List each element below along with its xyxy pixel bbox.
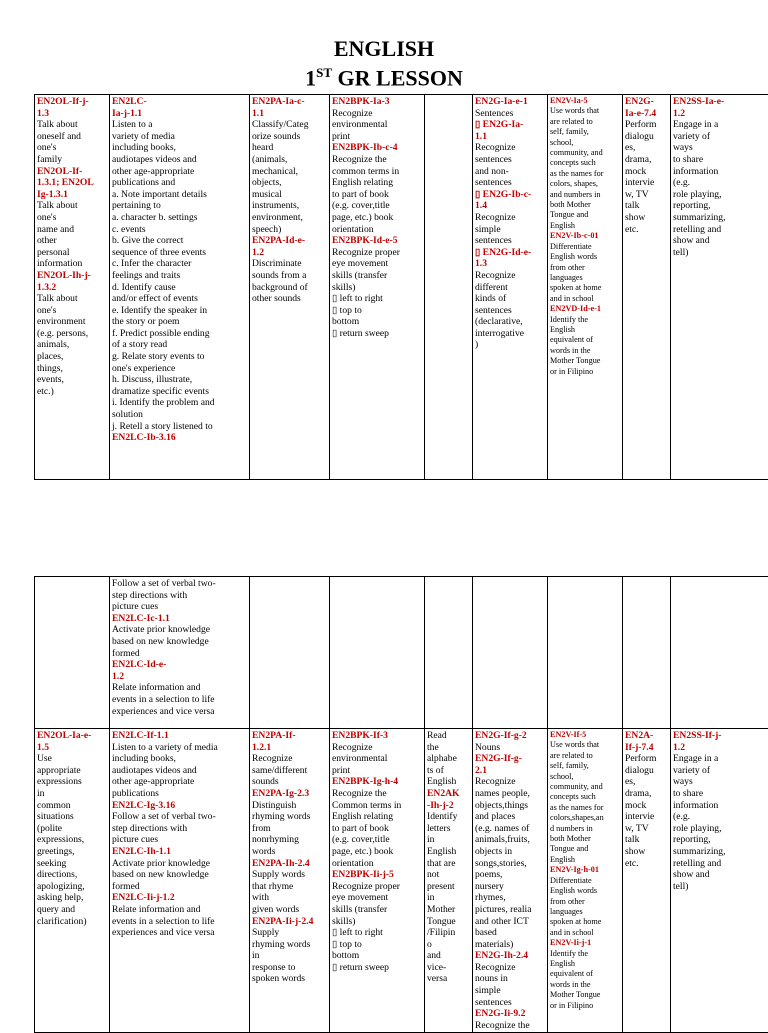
competency-code: EN2LC-Ih-1.1 [112,846,247,858]
table-cell [330,729,425,1033]
competency-code: EN2SS-If-j- 1.2 [673,730,767,753]
competency-code: EN2G-If-g-2 [475,730,545,742]
competency-code: ▯ EN2G-Ia- 1.1 [475,119,545,142]
competency-code: EN2LC-Ii-j-1.2 [112,892,247,904]
competency-text: Differentiate English words from other languages spoken at home and in school [550,242,620,304]
competency-text: Classify/Categ orize sounds heard (animals, mechanical, objects, musical instruments, environment, speech) [252,119,327,235]
competency-code: EN2G-Ia-e-1 [475,96,545,108]
competency-code: EN2LC-Id-e- 1.2 [112,659,247,682]
competency-text: Distinguish rhyming words from nonrhyming words [252,800,327,858]
competency-code: EN2G-Ii-9.2 [475,1008,545,1020]
table-cell [330,577,425,729]
competency-text: Engage in a variety of ways to share information (e.g. role playing, reporting, summarizing, retelling and show and tell) [673,753,767,892]
competency-text: Recognize environmental print [332,108,422,143]
competency-text: Identify the English equivalent of words in the Mother Tongue or in Filipino [550,315,620,377]
competency-text: Recognize proper eye movement skills (transfer skills) ▯ left to right ▯ top to bottom ▯ return sweep [332,247,422,340]
competency-text: Sentences [475,108,545,120]
competency-code: EN2BPK-Ib-c-4 [332,142,422,154]
competency-code: EN2V-Ig-h-01 [550,865,620,875]
competency-text: Differentiate English words from other languages spoken at home and in school [550,876,620,938]
table-cell [35,729,110,1033]
table-cell [35,577,110,729]
table-cell [330,95,425,480]
competency-text: Use appropriate expressions in common situations (polite expressions, greetings, seeking directions, apologizing, asking help, query and clarification) [37,753,107,927]
competency-code: ▯ EN2G-Id-e- 1.3 [475,247,545,270]
competency-text: Recognize environmental print [332,742,422,777]
competency-code: EN2PA-Ig-2.3 [252,788,327,800]
competency-text: Talk about one's name and other personal information [37,200,107,270]
competency-code: EN2PA-Ih-2.4 [252,858,327,870]
competency-text: Identify the English equivalent of words in the Mother Tongue or in Filipino [550,949,620,1011]
competency-code: EN2BPK-Ii-j-5 [332,869,422,881]
competency-text: Recognize nouns in simple sentences [475,962,545,1008]
competency-text: Identify letters in English that are not present in Mother Tongue /Filipin o and vice- versa [427,811,470,985]
table-cell [623,577,671,729]
competency-text: Use words that are related to self, family, school, community, and concepts such as the names for colors,shapes,an d numbers in both Mother Tongue and English [550,740,620,865]
competency-text: Supply rhyming words in response to spoken words [252,927,327,985]
competency-text: Recognize simple sentences [475,212,545,247]
competency-code: EN2LC-Ib-3.16 [112,432,247,444]
competency-code: EN2BPK-Ig-h-4 [332,776,422,788]
competency-text: Discriminate sounds from a background of other sounds [252,258,327,304]
table-cell [110,577,250,729]
table-cell [671,729,768,1033]
competency-code: EN2OL-Ih-j- 1.3.2 [37,270,107,293]
competency-text: Listen to a variety of media including books, audiotapes videos and other age-appropriate publications [112,742,247,800]
table-row [35,95,768,480]
competency-text: Activate prior knowledge based on new knowledge formed [112,624,247,659]
competency-code: EN2PA-Ii-j-2.4 [252,916,327,928]
competency-text: Use words that are related to self, family, school, community, and concepts such as the names for colors, shapes, and numbers in both Mother Tongue and English [550,106,620,231]
competency-code: EN2LC-If-1.1 [112,730,247,742]
table-cell [671,577,768,729]
competency-text: Recognize the common terms in English relating to part of book (e.g. cover,title page, etc.) book orientation [332,154,422,235]
competency-code: EN2V-Ib-c-01 [550,231,620,241]
competency-text: Recognize the Common terms in English relating to part of book (e.g. cover,title page, etc.) book orientation [332,788,422,869]
competency-code: EN2OL-If-j- 1.3 [37,96,107,119]
competency-text: Perform dialogu es, drama, mock intervie w, TV talk show etc. [625,119,668,235]
competency-code: EN2BPK-If-3 [332,730,422,742]
lesson-table-2 [34,576,768,1033]
competency-text: Recognize proper eye movement skills (transfer skills) ▯ left to right ▯ top to bottom ▯ return sweep [332,881,422,974]
table-cell [250,95,330,480]
competency-text: Follow a set of verbal two- step directions with picture cues [112,811,247,846]
subtitle-ordinal: ST [316,65,332,80]
competency-code: EN2G-Ih-2.4 [475,950,545,962]
competency-code: EN2VD-Id-e-1 [550,304,620,314]
competency-code: EN2PA-Ia-c- 1.1 [252,96,327,119]
competency-text: Recognize same/different sounds [252,753,327,788]
competency-code: EN2BPK-Ia-3 [332,96,422,108]
table-cell [548,95,623,480]
table-cell [250,577,330,729]
document-title: ENGLISH [0,36,768,62]
competency-code: EN2V-If-5 [550,730,620,740]
competency-text: Recognize the [475,1020,545,1032]
table-cell [548,729,623,1033]
competency-code: EN2G- Ia-e-7.4 [625,96,668,119]
competency-code: EN2OL-If- 1.3.1; EN2OL Ig-1.3.1 [37,166,107,201]
table-row [35,729,768,1033]
table-cell [671,95,768,480]
competency-text: Recognize sentences and non- sentences [475,142,545,188]
competency-code: ▯ EN2G-Ib-c- 1.4 [475,189,545,212]
competency-code: EN2PA-Id-e- 1.2 [252,235,327,258]
competency-code: EN2PA-If- 1.2.1 [252,730,327,753]
table-cell [548,577,623,729]
competency-code: EN2G-If-g- 2.1 [475,753,545,776]
table-cell [623,95,671,480]
competency-code: EN2V-Ii-j-1 [550,938,620,948]
subtitle-text: GR LESSON [332,65,463,90]
competency-text: Relate information and events in a selection to life experiences and vice versa [112,682,247,717]
competency-text: Nouns [475,742,545,754]
table-cell [425,95,473,480]
table-cell [473,729,548,1033]
competency-text: Listen to a variety of media including books, audiotapes videos and other age-appropriate publications and a. Note important details pertaining to a. character b. settings c. events b. Give the correct sequence of three events c. Infer the character feelings and traits d. Identify cause and/or effect of events e. Identify the speaker in the story or poem f. Predict possible ending of a story read g. Relate story events to one's experience h. Discuss, illustrate, dramatize specific events i. Identify the problem and solution j. Retell a story listened to [112,119,247,432]
competency-code: EN2V-Ia-5 [550,96,620,106]
competency-text: Read the alphabe ts of English [427,730,470,788]
competency-text: Talk about one's environment (e.g. persons, animals, places, things, events, etc.) [37,293,107,397]
table-cell [425,729,473,1033]
competency-text: Recognize different kinds of sentences (declarative, interrogative ) [475,270,545,351]
document-subtitle [0,65,768,91]
table-cell [473,95,548,480]
competency-text: Supply words that rhyme with given words [252,869,327,915]
competency-code: EN2LC- Ia-j-1.1 [112,96,247,119]
table-cell [425,577,473,729]
competency-text: Activate prior knowledge based on new knowledge formed [112,858,247,893]
competency-code: EN2LC-Ig-3.16 [112,800,247,812]
table-cell [473,577,548,729]
table-cell [35,95,110,480]
competency-code: EN2AK -Ih-j-2 [427,788,470,811]
table-cell [623,729,671,1033]
competency-code: EN2BPK-Id-e-5 [332,235,422,247]
table-cell [110,95,250,480]
table-row [35,577,768,729]
competency-code: EN2OL-Ia-e- 1.5 [37,730,107,753]
competency-code: EN2SS-Ia-e- 1.2 [673,96,767,119]
competency-text: Relate information and events in a selection to life experiences and vice versa [112,904,247,939]
subtitle-number: 1 [305,65,316,90]
lesson-table-1 [34,94,768,480]
competency-code: EN2A- If-j-7.4 [625,730,668,753]
competency-text: Talk about oneself and one's family [37,119,107,165]
table-cell [110,729,250,1033]
table-cell [250,729,330,1033]
competency-code: EN2LC-Ic-1.1 [112,613,247,625]
competency-text: Recognize names people, objects,things and places (e.g. names of animals,fruits, objects in songs,stories, poems, nursery rhymes, pictures, realia and other ICT based materials) [475,776,545,950]
competency-text: Perform dialogu es, drama, mock intervie w, TV talk show etc. [625,753,668,869]
competency-text: Follow a set of verbal two- step directions with picture cues [112,578,247,613]
competency-text: Engage in a variety of ways to share information (e.g. role playing, reporting, summarizing, retelling and show and tell) [673,119,767,258]
